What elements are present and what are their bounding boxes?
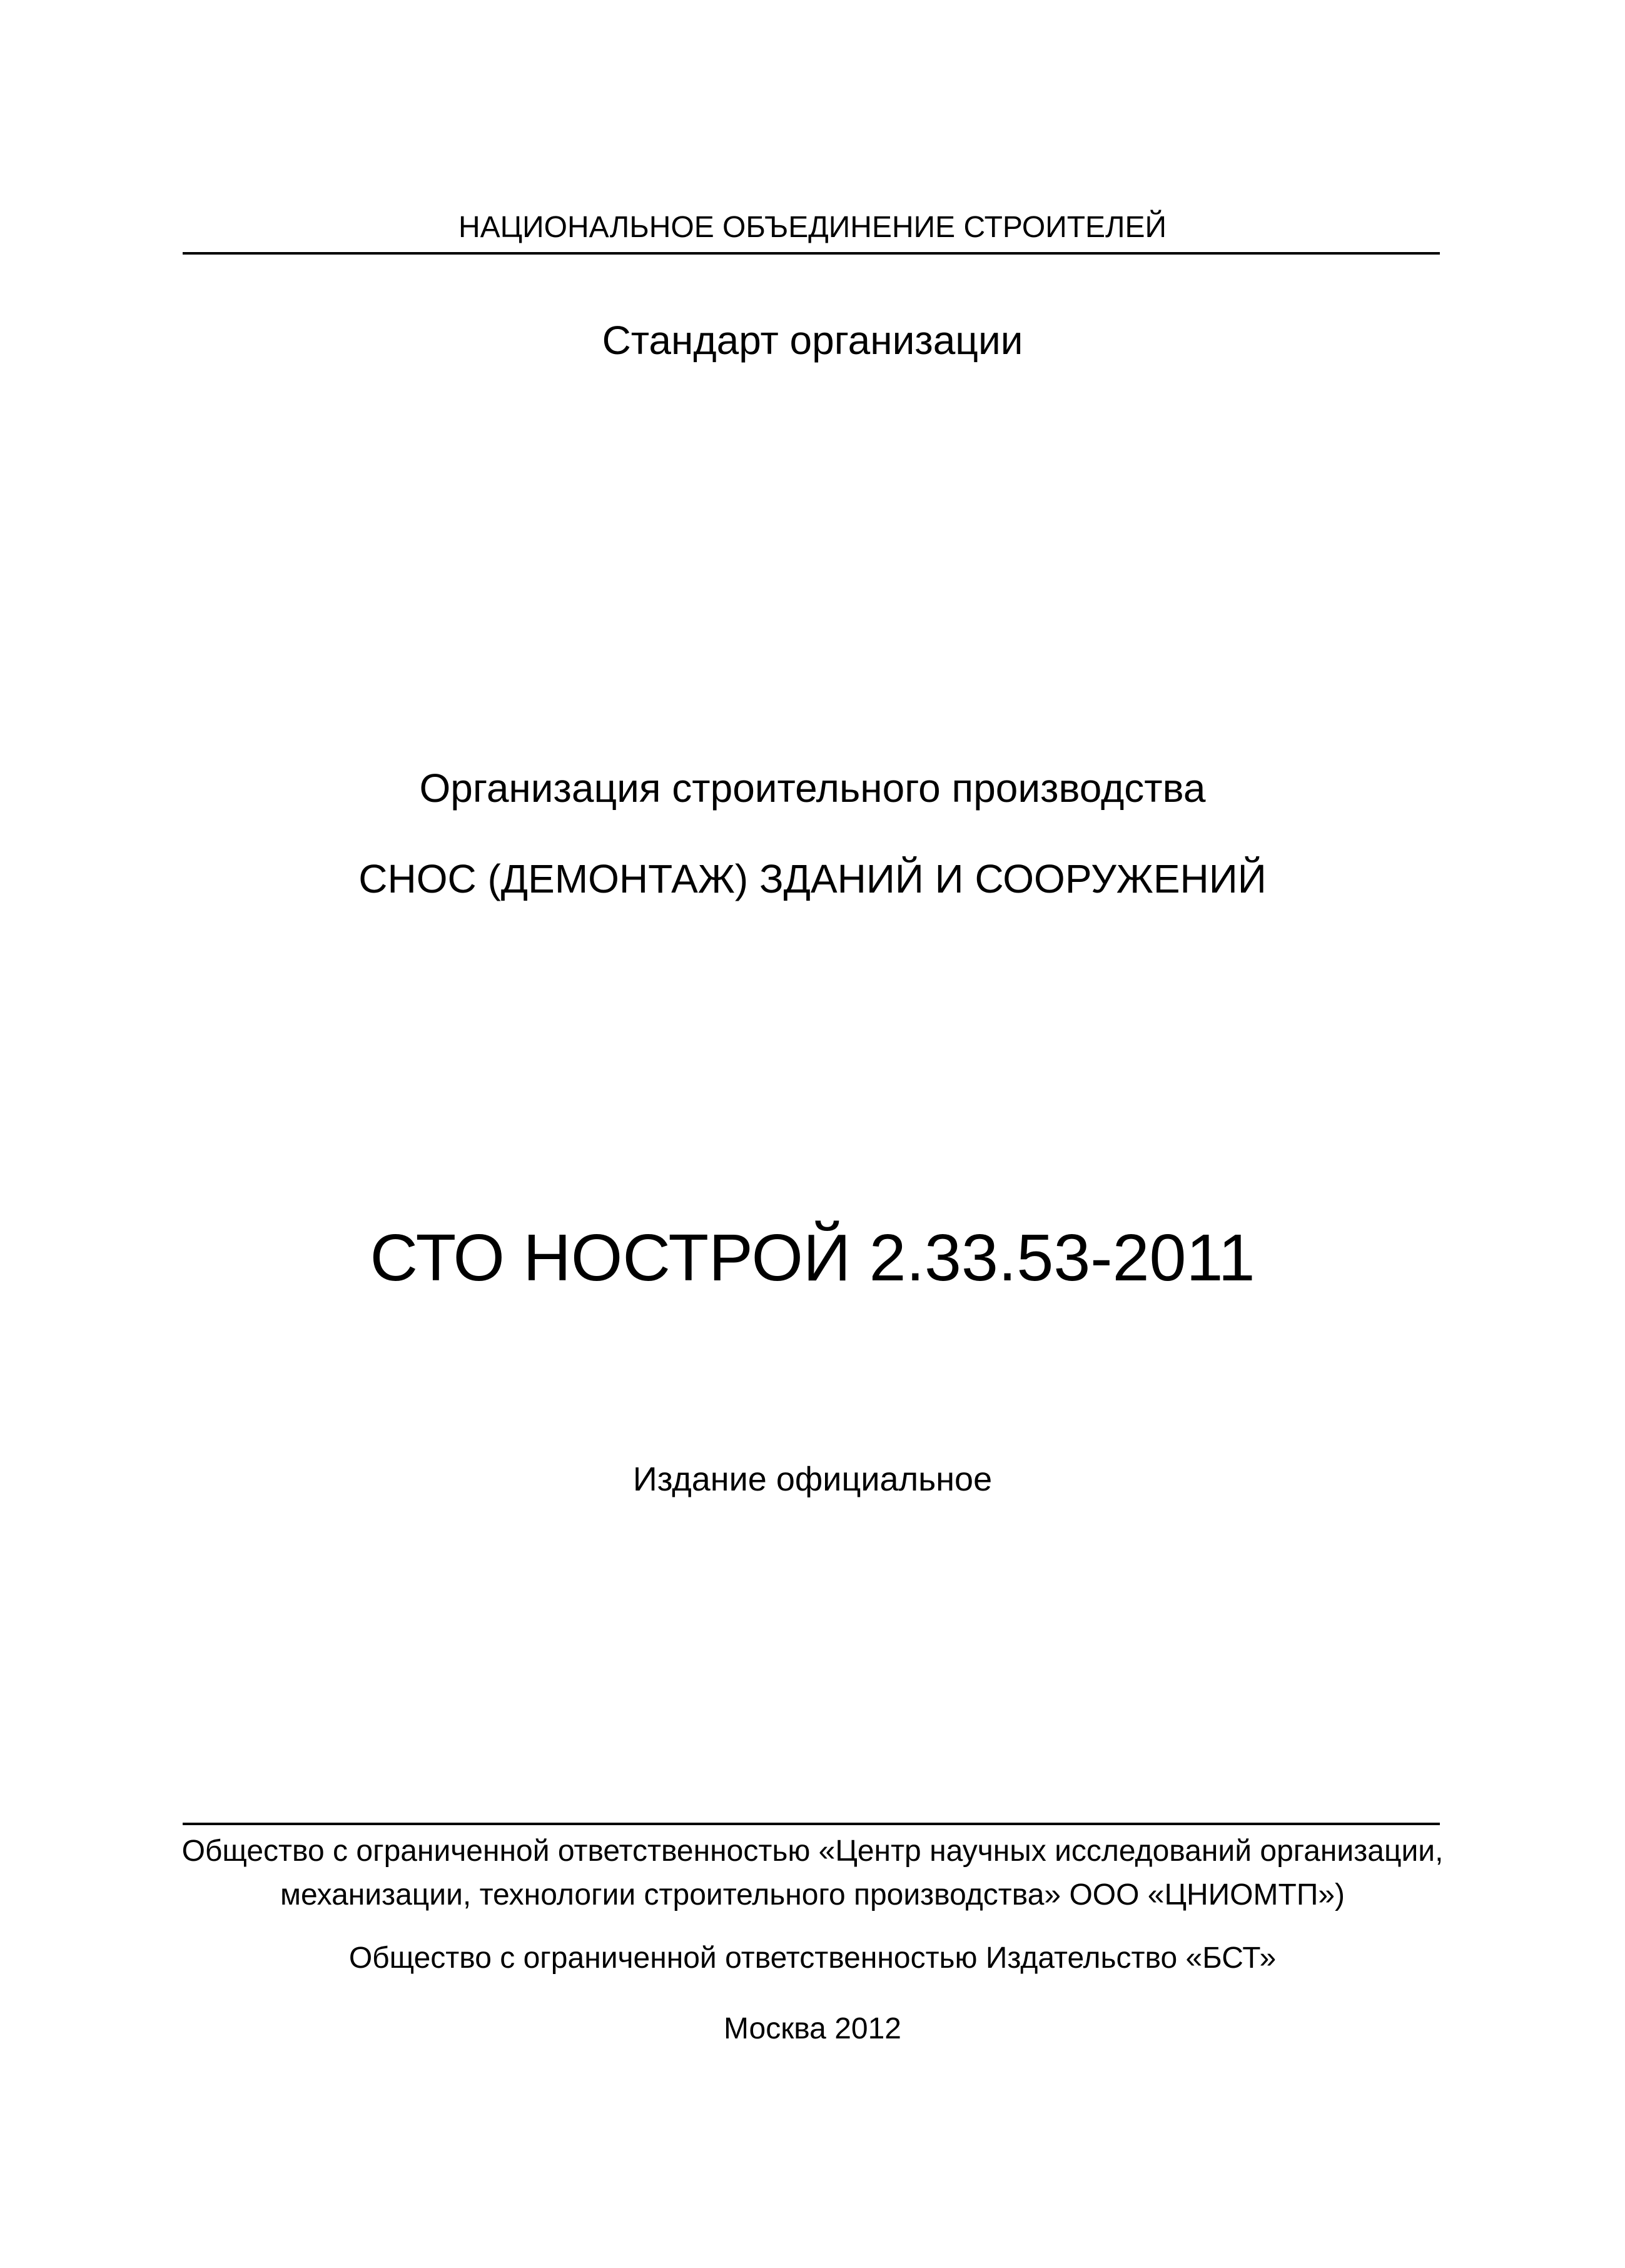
- document-designation: СТО НОСТРОЙ 2.33.53-2011: [370, 1221, 1255, 1295]
- footer-divider: [183, 1823, 1440, 1825]
- header-organization: НАЦИОНАЛЬНОЕ ОБЪЕДИНЕНИЕ СТРОИТЕЛЕЙ: [458, 211, 1167, 244]
- series-title: Организация строительного производства: [419, 766, 1206, 811]
- developer-line-1: Общество с ограниченной ответственностью «Центр научных исследований организации,: [181, 1835, 1444, 1868]
- edition-label: Издание официальное: [632, 1461, 993, 1498]
- standard-type: Стандарт организации: [602, 318, 1023, 363]
- developer-line-2: механизации, технологии строительного производства» ООО «ЦНИОМТП»): [280, 1878, 1345, 1911]
- publisher: Общество с ограниченной ответственностью Издательство «БСТ»: [348, 1941, 1277, 1975]
- document-title: СНОС (ДЕМОНТАЖ) ЗДАНИЙ И СООРУЖЕНИЙ: [358, 856, 1267, 901]
- header-divider: [183, 252, 1440, 255]
- city-year: Москва 2012: [724, 2012, 901, 2045]
